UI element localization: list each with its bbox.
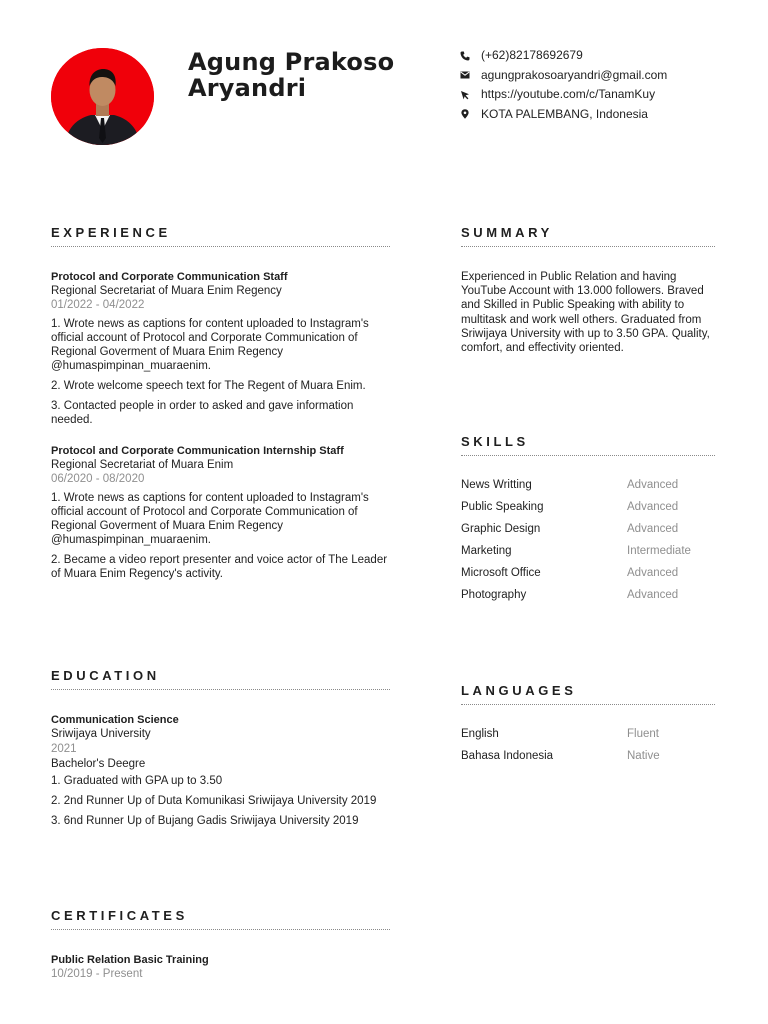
location-pin-icon: [460, 109, 470, 119]
job-dates: 01/2022 - 04/2022: [51, 299, 145, 311]
skill-level: Advanced: [627, 523, 679, 535]
skill-row: [461, 496, 715, 518]
education-bullet: 2. 2nd Runner Up of Duta Komunikasi Sriwijaya University 2019: [51, 795, 377, 807]
skill-level: Advanced: [627, 567, 679, 579]
languages-heading: LANGUAGES: [461, 683, 577, 698]
language-row: [461, 745, 715, 767]
summary-section: [461, 225, 715, 355]
contact-youtube[interactable]: [460, 85, 667, 105]
experience-section: [51, 225, 390, 581]
certificate-item: [51, 953, 390, 981]
job-org: Regional Secretariat of Muara Enim Regency: [51, 285, 282, 297]
job-bullet: 1. Wrote news as captions for content uploaded to Instagram's official account of Protocol and Corporate Communication of Regional Goverment of Muara Enim Regency @humaspimpinan_muaraenim.: [51, 492, 369, 546]
job-bullet: 2. Became a video report presenter and voice actor of The Leader of Muara Enim Regency's activity.: [51, 554, 388, 580]
education-section: [51, 668, 390, 828]
skill-level: Advanced: [627, 479, 679, 491]
education-degree: Bachelor's Deegre: [51, 758, 146, 770]
languages-list: [461, 723, 715, 767]
certificate-dates: 10/2019 - Present: [51, 968, 143, 980]
skill-name: Public Speaking: [461, 501, 544, 513]
contact-location: [460, 105, 667, 125]
education-heading: EDUCATION: [51, 668, 160, 683]
experience-item: [51, 270, 390, 427]
person-photo-icon: [51, 48, 154, 145]
skill-row: [461, 474, 715, 496]
certificates-divider: [51, 929, 390, 930]
location-text: KOTA PALEMBANG, Indonesia: [481, 106, 648, 121]
experience-divider: [51, 246, 390, 247]
education-divider: [51, 689, 390, 690]
language-name: English: [461, 728, 499, 740]
experience-heading: EXPERIENCE: [51, 225, 171, 240]
language-level: Fluent: [627, 728, 659, 740]
education-field: Communication Science: [51, 714, 179, 726]
skill-name: Microsoft Office: [461, 567, 541, 579]
education-bullet: 1. Graduated with GPA up to 3.50: [51, 775, 223, 787]
name-line-1: Agung Prakoso: [188, 48, 395, 76]
job-org: Regional Secretariat of Muara Enim: [51, 459, 234, 471]
experience-item: [51, 444, 390, 581]
skill-name: Marketing: [461, 545, 512, 557]
skill-row: [461, 562, 715, 584]
skill-name: Photography: [461, 589, 527, 601]
job-bullet: 1. Wrote news as captions for content uploaded to Instagram's official account of Protocol and Corporate Communication of Regional Goverment of Muara Enim Regency @humaspimpinan_muaraenim.: [51, 318, 369, 372]
skills-divider: [461, 455, 715, 456]
contact-phone[interactable]: [460, 46, 667, 66]
name-line-2: Aryandri: [188, 74, 307, 102]
summary-heading: SUMMARY: [461, 225, 553, 240]
youtube-link: https://youtube.com/c/TanamKuy: [481, 87, 656, 101]
language-row: [461, 723, 715, 745]
skill-level: Intermediate: [627, 545, 691, 557]
cursor-icon: [460, 90, 470, 100]
candidate-name: [188, 49, 394, 101]
education-school: Sriwijaya University: [51, 728, 151, 740]
education-year: 2021: [51, 743, 77, 755]
job-role: Protocol and Corporate Communication Staff: [51, 271, 288, 283]
skill-row: [461, 540, 715, 562]
certificate-name: Public Relation Basic Training: [51, 954, 209, 966]
skill-level: Advanced: [627, 589, 679, 601]
certificates-heading: CERTIFICATES: [51, 908, 188, 923]
skill-row: [461, 518, 715, 540]
languages-section: [461, 683, 715, 767]
job-role: Protocol and Corporate Communication Internship Staff: [51, 445, 344, 457]
email-text: agungprakosoaryandri@gmail.com: [481, 67, 668, 82]
language-name: Bahasa Indonesia: [461, 750, 554, 762]
profile-photo: [51, 48, 154, 145]
contact-list: [460, 46, 667, 124]
phone-text: (+62)82178692679: [481, 48, 583, 62]
skills-section: [461, 434, 715, 606]
job-bullet: 3. Contacted people in order to asked and gave information needed.: [51, 400, 354, 426]
skill-level: Advanced: [627, 501, 679, 513]
job-bullet: 2. Wrote welcome speech text for The Regent of Muara Enim.: [51, 380, 366, 392]
contact-email[interactable]: [460, 66, 667, 86]
phone-icon: [460, 51, 470, 61]
skill-name: Graphic Design: [461, 523, 541, 535]
education-item: [51, 713, 390, 828]
skill-row: [461, 584, 715, 606]
email-icon: [460, 70, 470, 80]
skill-name: News Writting: [461, 479, 532, 491]
education-bullet: 3. 6nd Runner Up of Bujang Gadis Sriwijaya University 2019: [51, 815, 359, 827]
certificates-section: [51, 908, 390, 981]
skills-heading: SKILLS: [461, 434, 529, 449]
summary-text: Experienced in Public Relation and having YouTube Account with 13.000 followers. Braved and Skilled in Public Speaking with ability to multitask and work well others. Graduated from Sriwijaya University with up to 3.50 GPA. Quality, comfort, and effectivity oriented.: [461, 271, 710, 355]
summary-divider: [461, 246, 715, 247]
skills-list: [461, 474, 715, 606]
job-dates: 06/2020 - 08/2020: [51, 473, 145, 485]
language-level: Native: [627, 750, 660, 762]
languages-divider: [461, 704, 715, 705]
